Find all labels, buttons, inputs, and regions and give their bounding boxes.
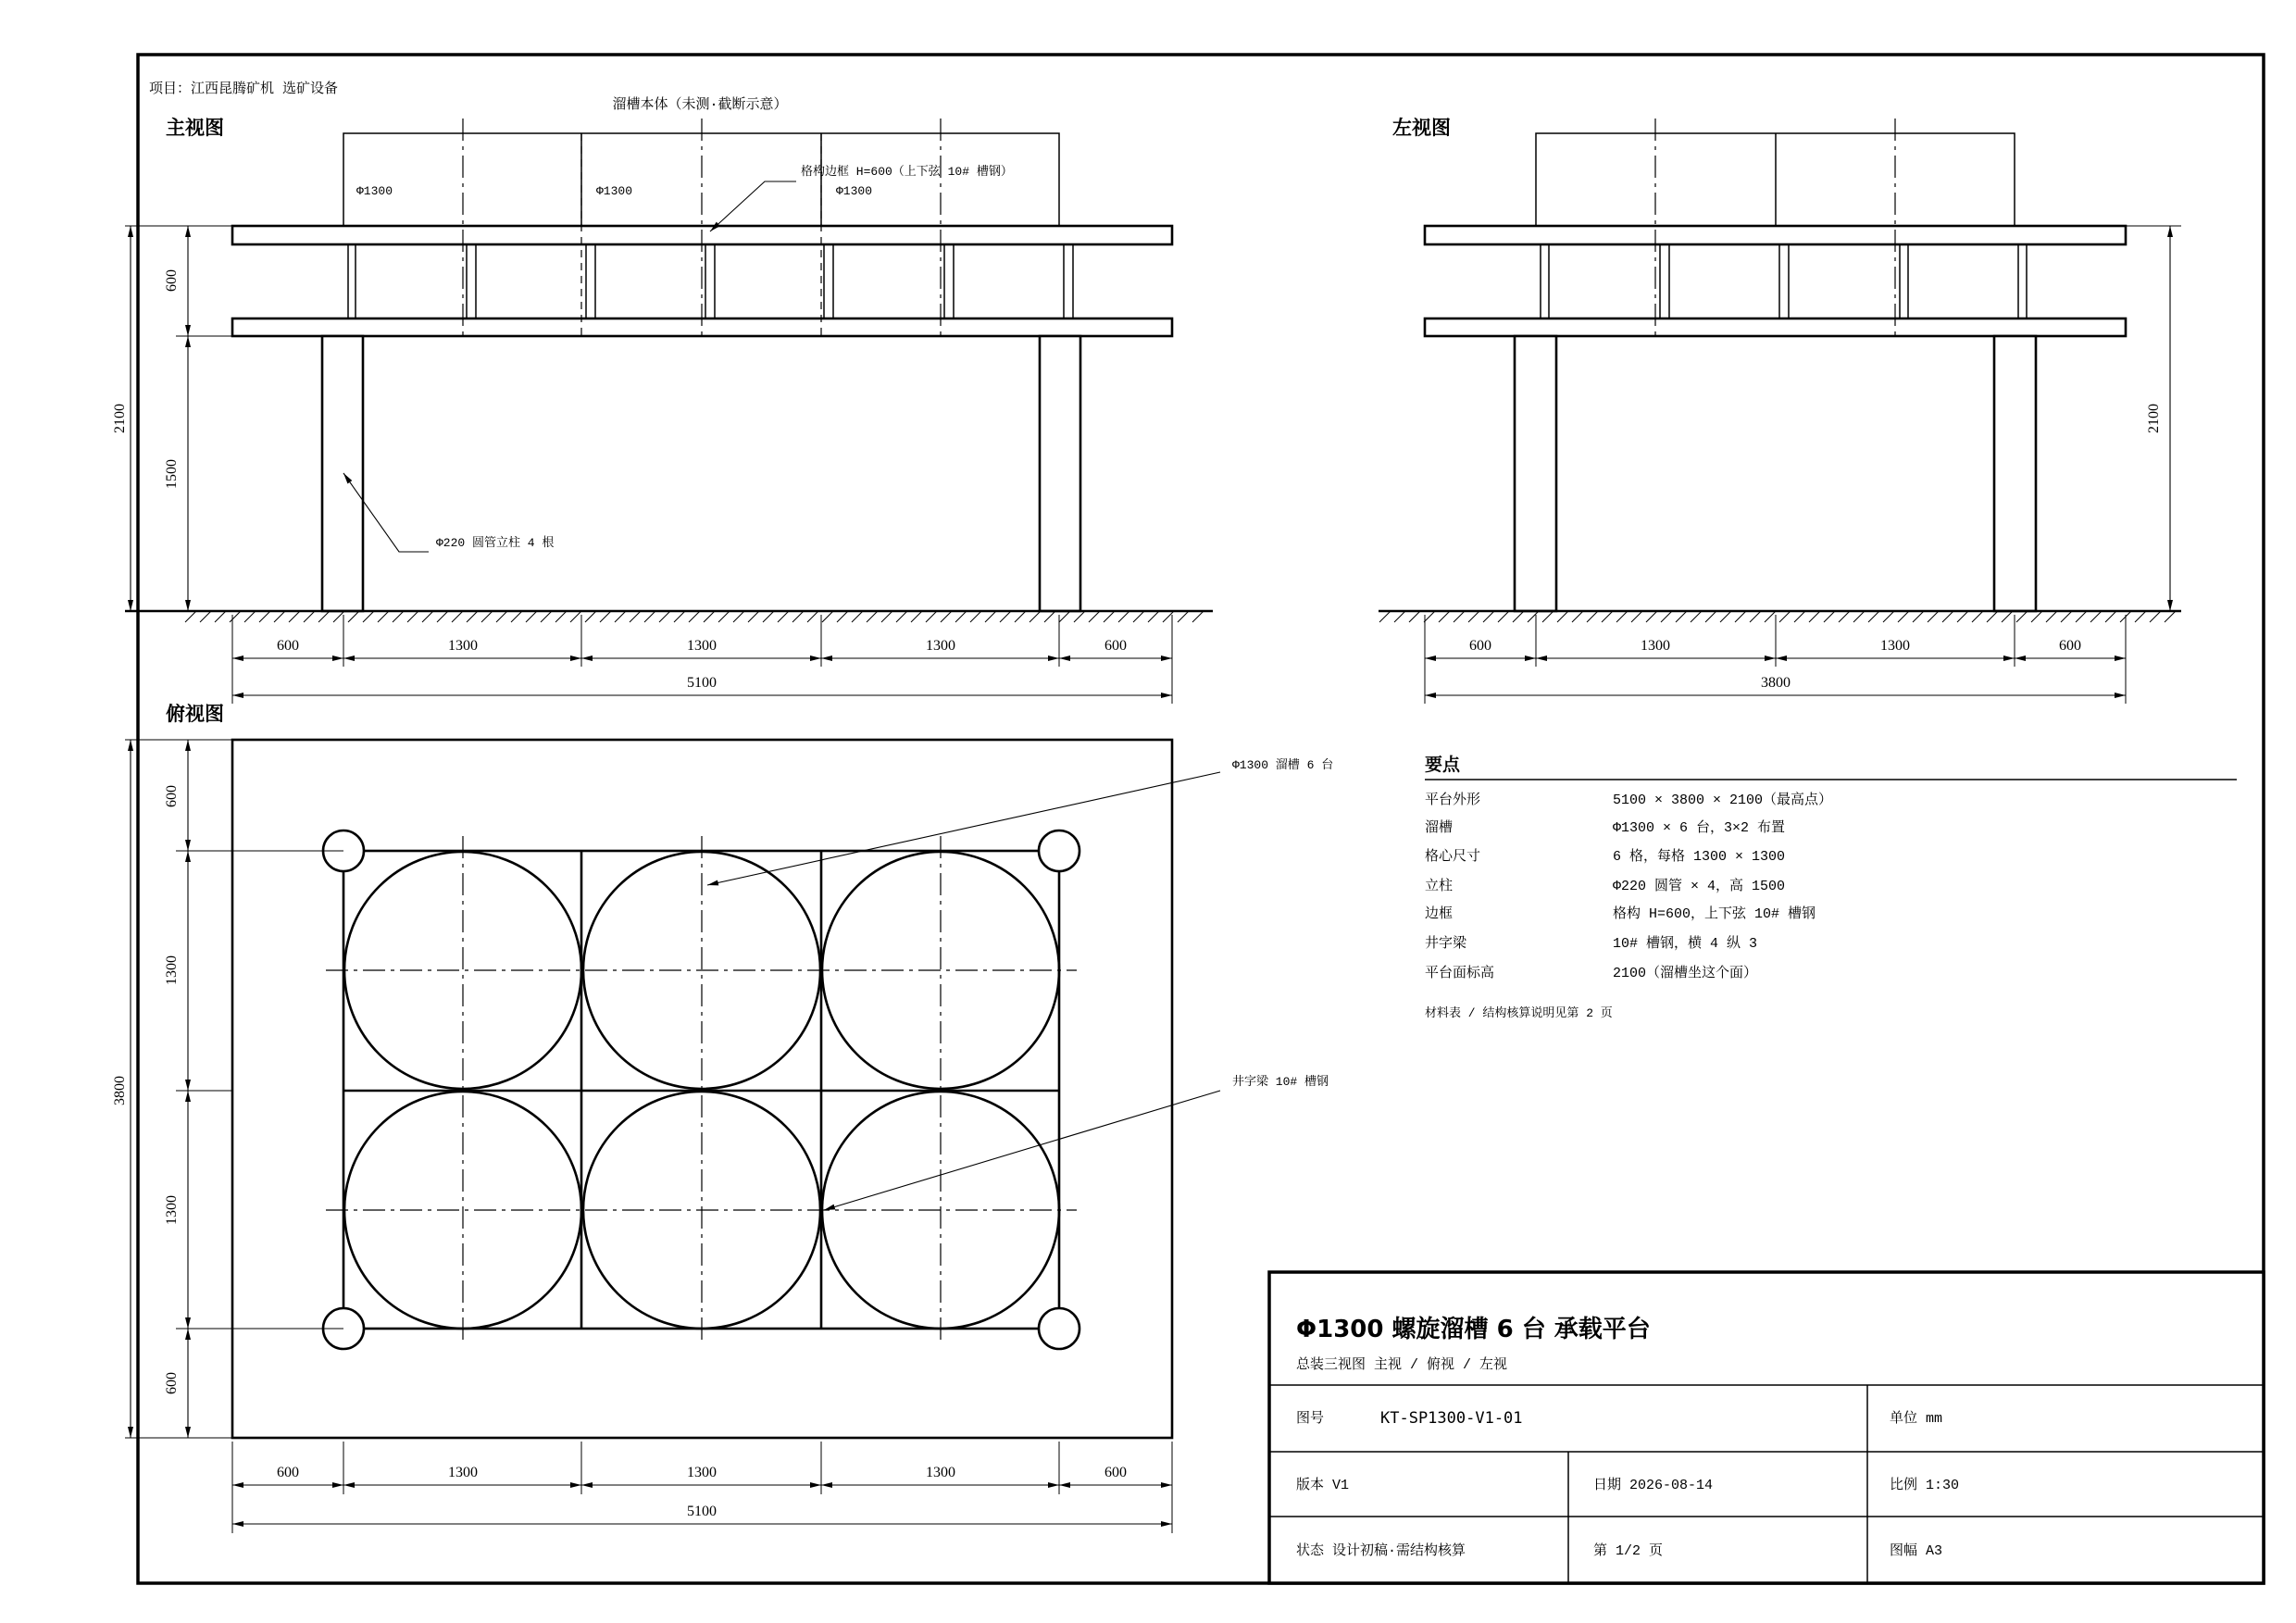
status-field: 状态 设计初稿·需结构核算 [1296, 1543, 1466, 1559]
key-points-note: 材料表 / 结构核算说明见第 2 页 [1425, 1006, 1613, 1020]
front-dim-span-label: 600 [277, 638, 299, 654]
front-dim-column-label: 1500 [164, 459, 180, 489]
key-point-value: 10# 槽钢，横 4 纵 3 [1613, 936, 1758, 952]
top-dim-span-label: 1300 [926, 1465, 955, 1480]
top-dim-total-length-label: 5100 [687, 1504, 717, 1519]
front-column-note: Φ220 圆管立柱 4 根 [436, 536, 555, 550]
top-dim-row-label: 1300 [164, 1195, 180, 1225]
side-dim-total-height-label: 2100 [2146, 404, 2162, 433]
top-dim-total-width-label: 3800 [112, 1076, 128, 1105]
key-point-label: 格心尺寸 [1425, 849, 1481, 865]
title-block [1269, 1272, 2264, 1583]
side-dim-total-width-label: 3800 [1761, 675, 1791, 691]
front-dim-span-label: 600 [1104, 638, 1127, 654]
front-view-title: 主视图 [166, 117, 224, 139]
side-dim-span-label: 600 [1469, 638, 1491, 654]
top-chute-note: Φ1300 溜槽 6 台 [1232, 758, 1334, 772]
top-dim-row-label: 1300 [164, 955, 180, 985]
date-field: 日期 2026-08-14 [1593, 1478, 1714, 1493]
page-field: 第 1/2 页 [1593, 1543, 1664, 1559]
front-dim-span-label: 1300 [448, 638, 478, 654]
key-point-value: 5100 × 3800 × 2100（最高点） [1613, 793, 1833, 808]
front-column-left [322, 336, 363, 611]
top-dim-span-label: 1300 [448, 1465, 478, 1480]
side-dim-span-label: 1300 [1641, 638, 1670, 654]
side-view-title: 左视图 [1392, 117, 1451, 139]
top-beam-note: 井字梁 10# 槽钢 [1232, 1075, 1329, 1089]
key-point-label: 立柱 [1425, 879, 1454, 894]
side-dim-span-label: 1300 [1880, 638, 1910, 654]
front-chute-label: Φ1300 [356, 184, 393, 198]
top-column-circle [1039, 1308, 1079, 1349]
top-view-title: 俯视图 [166, 703, 224, 725]
drawing-subtitle: 总装三视图 主视 / 俯视 / 左视 [1296, 1357, 1508, 1373]
drawing-number-label: 图号 [1296, 1411, 1325, 1427]
unit-field: 单位 mm [1890, 1411, 1943, 1427]
side-column-left [1515, 336, 1556, 611]
front-dim-total-length-label: 5100 [687, 675, 717, 691]
key-point-value: 6 格，每格 1300 × 1300 [1613, 849, 1786, 865]
key-point-label: 边框 [1425, 906, 1454, 922]
side-bottom-chord [1425, 318, 2126, 336]
front-truss-note: 格构边框 H=600（上下弦 10# 槽钢） [801, 165, 1013, 179]
drawing-title: Φ1300 螺旋溜槽 6 台 承载平台 [1296, 1316, 1651, 1343]
top-dim-span-label: 1300 [687, 1465, 717, 1480]
top-dim-row-label: 600 [164, 1372, 180, 1394]
key-point-value: 格构 H=600，上下弦 10# 槽钢 [1613, 906, 1816, 922]
front-dim-span-label: 1300 [687, 638, 717, 654]
key-point-value: Φ1300 × 6 台，3×2 布置 [1613, 820, 1786, 836]
front-chute-label: Φ1300 [836, 184, 873, 198]
front-chute-label: Φ1300 [596, 184, 633, 198]
front-chute-note: 溜槽本体（未测·截断示意） [612, 97, 788, 113]
version-field: 版本 V1 [1296, 1478, 1350, 1493]
key-point-value: Φ220 圆管 × 4，高 1500 [1613, 879, 1786, 894]
front-column-right [1040, 336, 1080, 611]
sheet-size-field: 图幅 A3 [1890, 1543, 1943, 1559]
front-dim-span-label: 1300 [926, 638, 955, 654]
front-dim-frame-label: 600 [164, 269, 180, 292]
top-column-circle [1039, 830, 1079, 871]
key-point-label: 溜槽 [1425, 820, 1454, 836]
drawing-number: KT-SP1300-V1-01 [1380, 1409, 1523, 1428]
key-point-value: 2100（溜槽坐这个面） [1613, 966, 1758, 981]
side-dim-span-label: 600 [2059, 638, 2081, 654]
key-point-label: 平台外形 [1425, 793, 1481, 808]
project-label: 项目：江西昆腾矿机 选矿设备 [149, 81, 339, 97]
top-dim-row-label: 600 [164, 785, 180, 807]
front-dim-total-height-label: 2100 [112, 404, 128, 433]
side-column-right [1994, 336, 2036, 611]
key-point-label: 平台面标高 [1425, 966, 1495, 981]
key-point-label: 井字梁 [1425, 936, 1467, 952]
top-dim-span-label: 600 [1104, 1465, 1127, 1480]
key-points-title: 要点 [1425, 755, 1461, 775]
scale-field: 比例 1:30 [1890, 1478, 1960, 1493]
top-dim-span-label: 600 [277, 1465, 299, 1480]
side-top-chord [1425, 226, 2126, 244]
